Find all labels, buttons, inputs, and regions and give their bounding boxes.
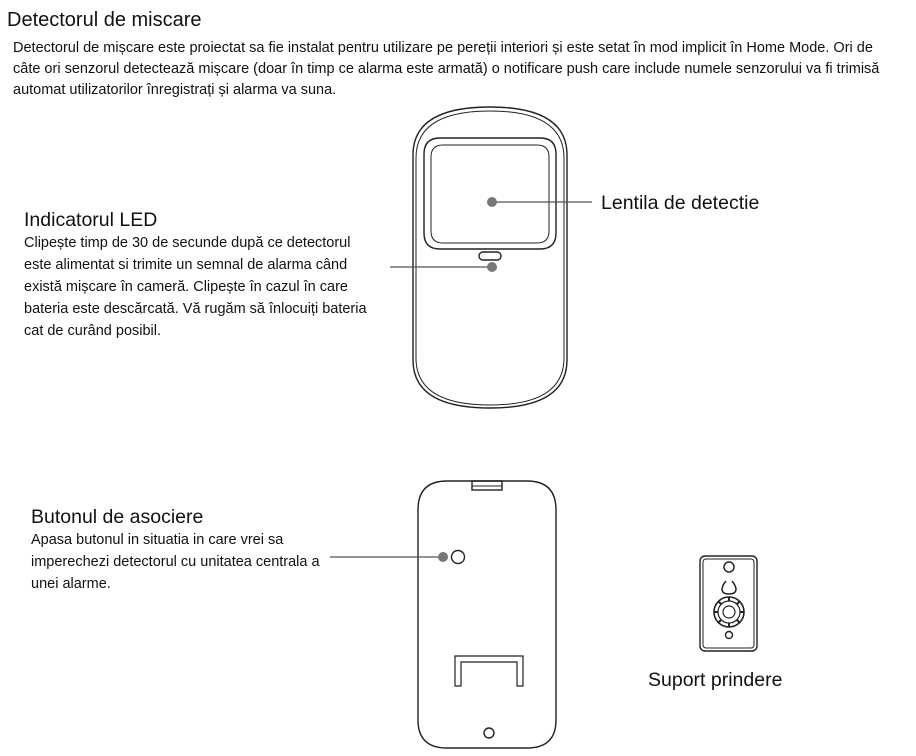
pair-leader-dot	[438, 552, 448, 562]
pairing-button-title: Butonul de asociere	[31, 506, 204, 528]
lens-leader-dot	[487, 197, 497, 207]
screw-hole	[484, 728, 494, 738]
keyhole-icon	[722, 562, 736, 594]
detector-front-view	[413, 107, 567, 408]
led-indicator	[479, 252, 501, 260]
page-title: Detectorul de miscare	[7, 9, 202, 31]
intro-paragraph: Detectorul de mișcare este proiectat sa fie instalat pentru utilizare pe pereții interiori și este setat în mod implicit în Home Mode. Ori de câte ori senzorul detectează mișcare (doar în timp ce alarma este armată) o notificare push care include numele senzorului va fi trimisă automat utilizatorilor înregistrați și alarma va suna.	[13, 40, 880, 98]
pairing-button	[452, 551, 465, 564]
led-indicator-description: Clipește timp de 30 de secunde după ce detectorul este alimentat si trimite un semnal de alarma când există mișcare în cameră. Clipește în cazul în care bateria este descărcată. Vă rugăm să înlocuiți bateria cat de curând posibil.	[24, 235, 367, 339]
leader-lines	[330, 197, 592, 562]
pairing-button-description: Apasa butonul in situatia in care vrei sa imperechezi detectorul cu unitatea centrala a unei alarme.	[31, 532, 320, 592]
mount-bracket	[700, 556, 757, 651]
tamper-gear-icon	[714, 597, 744, 627]
led-indicator-title: Indicatorul LED	[24, 209, 158, 231]
mount-bracket-label: Suport prindere	[648, 669, 783, 691]
detector-back-view	[418, 481, 556, 748]
lens-label: Lentila de detectie	[601, 192, 760, 214]
detection-lens	[424, 138, 556, 249]
led-leader-dot	[487, 262, 497, 272]
